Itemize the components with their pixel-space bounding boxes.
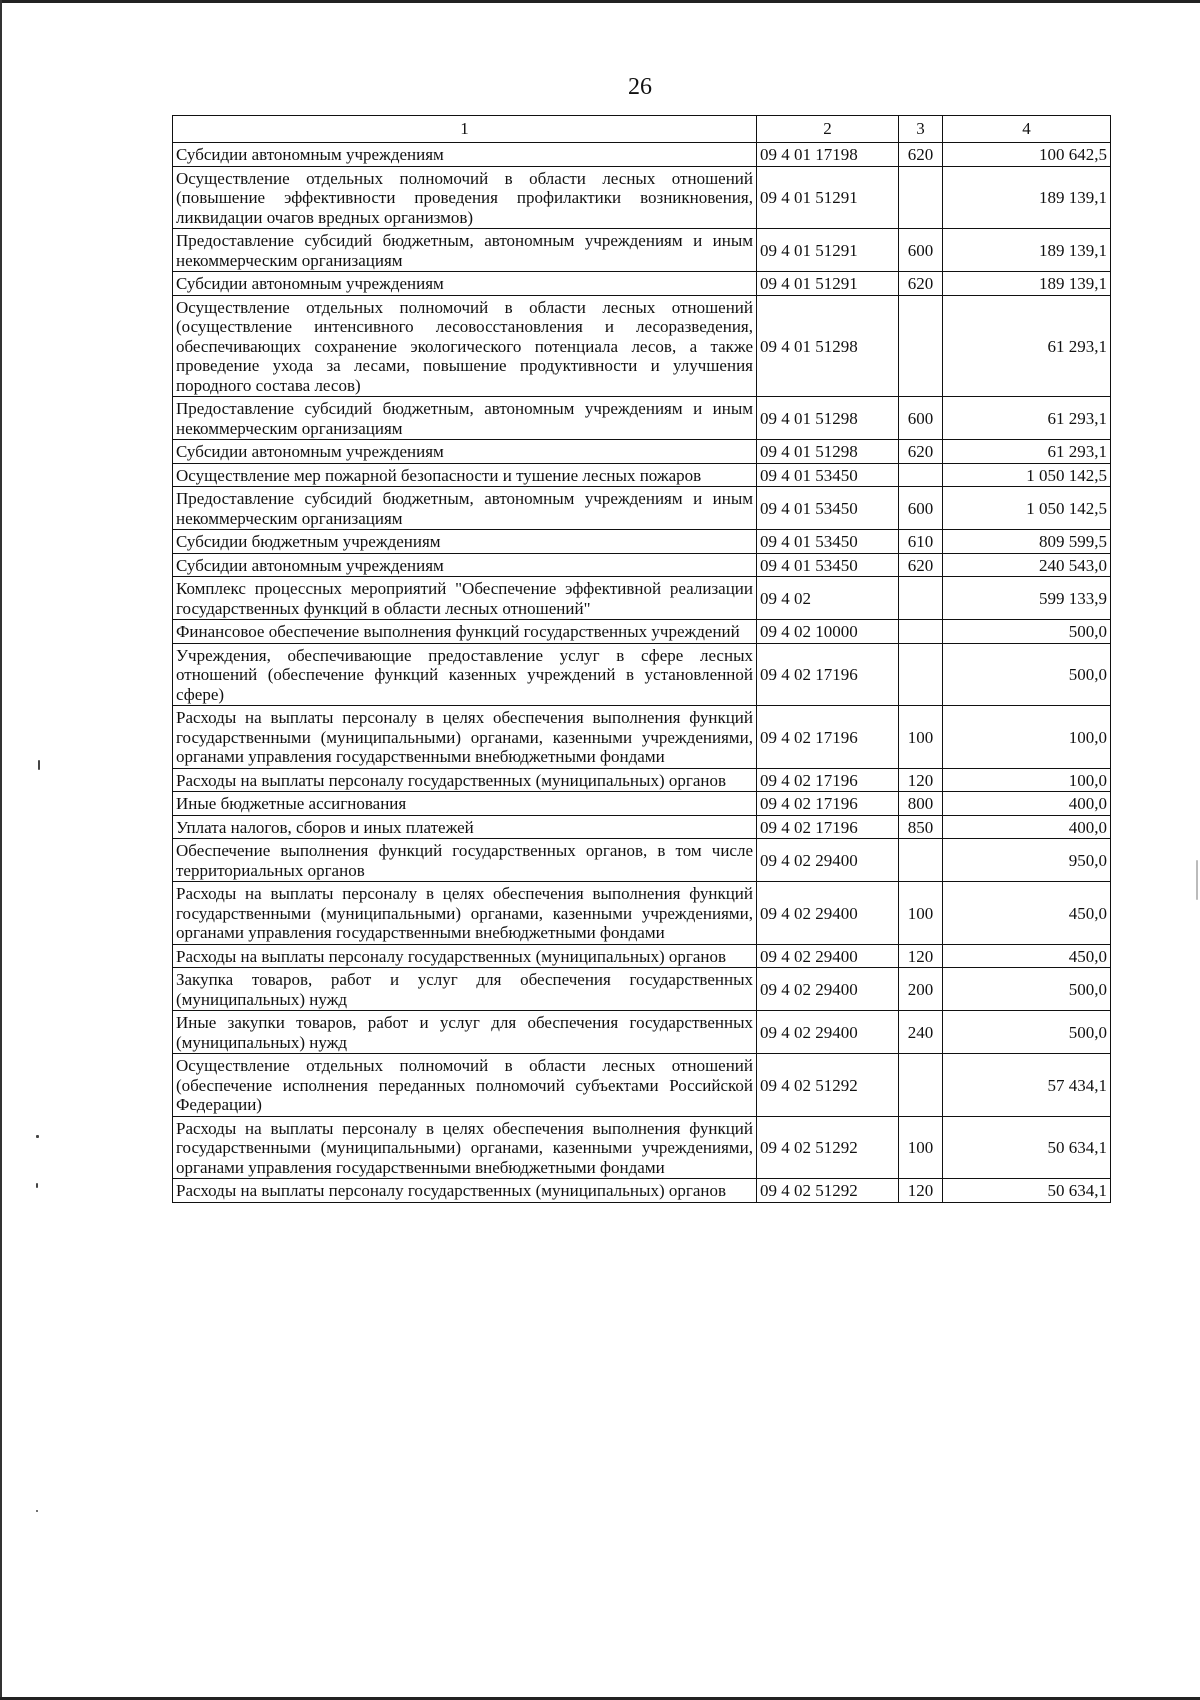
row-amount: 100 642,5: [943, 143, 1111, 167]
table-body: [173, 143, 1111, 1203]
row-code: 09 4 02 17196: [757, 768, 899, 792]
row-amount: 189 139,1: [943, 166, 1111, 229]
row-name: Субсидии автономным учреждениям: [173, 143, 757, 167]
row-amount: 240 543,0: [943, 553, 1111, 577]
row-code: 09 4 01 51298: [757, 295, 899, 397]
row-code: 09 4 01 51291: [757, 166, 899, 229]
table-row: [173, 463, 1111, 487]
row-name: Субсидии автономным учреждениям: [173, 440, 757, 464]
row-expense-type: 620: [899, 143, 943, 167]
row-code: 09 4 02 17196: [757, 815, 899, 839]
row-amount: 450,0: [943, 944, 1111, 968]
row-code: 09 4 01 53450: [757, 553, 899, 577]
table-row: [173, 1011, 1111, 1054]
row-expense-type: 800: [899, 792, 943, 816]
row-amount: 189 139,1: [943, 229, 1111, 272]
row-code: 09 4 02 29400: [757, 839, 899, 882]
row-amount: 57 434,1: [943, 1054, 1111, 1117]
table-row: [173, 530, 1111, 554]
row-expense-type: 620: [899, 553, 943, 577]
row-expense-type: 100: [899, 1116, 943, 1179]
row-code: 09 4 02 51292: [757, 1179, 899, 1203]
row-code: 09 4 02 10000: [757, 620, 899, 644]
table-row: [173, 968, 1111, 1011]
row-code: 09 4 02 17196: [757, 643, 899, 706]
row-name: Иные бюджетные ассигнования: [173, 792, 757, 816]
row-expense-type: 200: [899, 968, 943, 1011]
row-code: 09 4 02 51292: [757, 1116, 899, 1179]
column-header-code: 2: [757, 116, 899, 143]
row-name: Осуществление мер пожарной безопасности и тушение лесных пожаров: [173, 463, 757, 487]
table-row: [173, 166, 1111, 229]
row-name: Закупка товаров, работ и услуг для обеспечения государственных (муниципальных) нужд: [173, 968, 757, 1011]
table-row: [173, 792, 1111, 816]
row-name: Иные закупки товаров, работ и услуг для обеспечения государственных (муниципальных) нужд: [173, 1011, 757, 1054]
table-row: [173, 815, 1111, 839]
row-code: 09 4 02 51292: [757, 1054, 899, 1117]
row-amount: 189 139,1: [943, 272, 1111, 296]
scan-speck: [36, 1135, 39, 1138]
row-expense-type: [899, 643, 943, 706]
row-amount: 61 293,1: [943, 440, 1111, 464]
table-row: [173, 272, 1111, 296]
row-amount: 809 599,5: [943, 530, 1111, 554]
table-row: [173, 768, 1111, 792]
table-row: [173, 487, 1111, 530]
row-name: Осуществление отдельных полномочий в области лесных отношений (осуществление интенсивного лесовосстановления и лесоразведения, обеспечивающих сохранение экологического потенциала лесов, а также проведение ухода за лесами, повышение продуктивности и улучшения породного состава лесов): [173, 295, 757, 397]
table-row: [173, 643, 1111, 706]
scan-speck: [38, 760, 40, 770]
table-row: [173, 229, 1111, 272]
table-row: [173, 706, 1111, 769]
row-expense-type: [899, 577, 943, 620]
row-expense-type: [899, 839, 943, 882]
row-code: 09 4 02: [757, 577, 899, 620]
row-amount: 50 634,1: [943, 1179, 1111, 1203]
row-name: Предоставление субсидий бюджетным, автономным учреждениям и иным некоммерческим организациям: [173, 397, 757, 440]
row-expense-type: 600: [899, 229, 943, 272]
table-row: [173, 1054, 1111, 1117]
row-expense-type: 120: [899, 1179, 943, 1203]
row-expense-type: 620: [899, 272, 943, 296]
scan-speck: [1196, 860, 1198, 900]
row-name: Субсидии автономным учреждениям: [173, 553, 757, 577]
scan-speck: [36, 1510, 38, 1512]
row-code: 09 4 01 53450: [757, 487, 899, 530]
table-header-row: [173, 116, 1111, 143]
table-row: [173, 1179, 1111, 1203]
row-code: 09 4 02 29400: [757, 1011, 899, 1054]
table-row: [173, 944, 1111, 968]
row-name: Уплата налогов, сборов и иных платежей: [173, 815, 757, 839]
row-code: 09 4 01 53450: [757, 463, 899, 487]
row-code: 09 4 02 29400: [757, 882, 899, 945]
row-code: 09 4 02 29400: [757, 968, 899, 1011]
row-expense-type: [899, 1054, 943, 1117]
row-expense-type: 610: [899, 530, 943, 554]
row-amount: 599 133,9: [943, 577, 1111, 620]
table-row: [173, 295, 1111, 397]
table-row: [173, 839, 1111, 882]
row-expense-type: 620: [899, 440, 943, 464]
row-name: Осуществление отдельных полномочий в области лесных отношений (обеспечение исполнения переданных полномочий субъектами Российской Федерации): [173, 1054, 757, 1117]
row-code: 09 4 01 53450: [757, 530, 899, 554]
row-expense-type: 120: [899, 768, 943, 792]
row-expense-type: 600: [899, 487, 943, 530]
row-expense-type: [899, 295, 943, 397]
row-name: Предоставление субсидий бюджетным, автономным учреждениям и иным некоммерческим организациям: [173, 487, 757, 530]
row-expense-type: 850: [899, 815, 943, 839]
row-code: 09 4 01 51291: [757, 229, 899, 272]
row-amount: 100,0: [943, 768, 1111, 792]
row-amount: 500,0: [943, 968, 1111, 1011]
row-code: 09 4 01 17198: [757, 143, 899, 167]
row-name: Комплекс процессных мероприятий "Обеспечение эффективной реализации государственных функций в области лесных отношений": [173, 577, 757, 620]
row-amount: 450,0: [943, 882, 1111, 945]
row-name: Финансовое обеспечение выполнения функций государственных учреждений: [173, 620, 757, 644]
row-amount: 400,0: [943, 815, 1111, 839]
row-amount: 100,0: [943, 706, 1111, 769]
row-name: Учреждения, обеспечивающие предоставление услуг в сфере лесных отношений (обеспечение функций казенных учреждений в установленной сфере): [173, 643, 757, 706]
row-name: Субсидии автономным учреждениям: [173, 272, 757, 296]
row-name: Расходы на выплаты персоналу государственных (муниципальных) органов: [173, 768, 757, 792]
table-row: [173, 397, 1111, 440]
row-amount: 1 050 142,5: [943, 463, 1111, 487]
row-name: Расходы на выплаты персоналу государственных (муниципальных) органов: [173, 1179, 757, 1203]
row-name: Субсидии бюджетным учреждениям: [173, 530, 757, 554]
row-expense-type: [899, 463, 943, 487]
table-row: [173, 882, 1111, 945]
row-expense-type: 600: [899, 397, 943, 440]
row-name: Расходы на выплаты персоналу в целях обеспечения выполнения функций государственными (муниципальными) органами, казенными учреждениями, органами управления государственными внебюджетными фондами: [173, 1116, 757, 1179]
scan-edge-left: [0, 0, 2, 1700]
budget-table: [172, 115, 1111, 1203]
row-expense-type: 100: [899, 706, 943, 769]
row-expense-type: [899, 166, 943, 229]
table-row: [173, 577, 1111, 620]
row-name: Расходы на выплаты персоналу в целях обеспечения выполнения функций государственными (муниципальными) органами, казенными учреждениями, органами управления государственными внебюджетными фондами: [173, 882, 757, 945]
row-code: 09 4 02 29400: [757, 944, 899, 968]
row-code: 09 4 02 17196: [757, 792, 899, 816]
row-name: Осуществление отдельных полномочий в области лесных отношений (повышение эффективности проведения профилактики возникновения, ликвидации очагов вредных организмов): [173, 166, 757, 229]
row-code: 09 4 02 17196: [757, 706, 899, 769]
row-expense-type: [899, 620, 943, 644]
row-amount: 61 293,1: [943, 295, 1111, 397]
row-expense-type: 240: [899, 1011, 943, 1054]
row-name: Расходы на выплаты персоналу государственных (муниципальных) органов: [173, 944, 757, 968]
row-amount: 400,0: [943, 792, 1111, 816]
row-amount: 500,0: [943, 1011, 1111, 1054]
page-number: 26: [628, 74, 652, 100]
row-code: 09 4 01 51298: [757, 397, 899, 440]
column-header-type: 3: [899, 116, 943, 143]
row-amount: 950,0: [943, 839, 1111, 882]
column-header-amount: 4: [943, 116, 1111, 143]
table-row: [173, 143, 1111, 167]
table-row: [173, 1116, 1111, 1179]
row-amount: 1 050 142,5: [943, 487, 1111, 530]
row-expense-type: 100: [899, 882, 943, 945]
table-row: [173, 440, 1111, 464]
row-amount: 50 634,1: [943, 1116, 1111, 1179]
column-header-name: 1: [173, 116, 757, 143]
row-amount: 500,0: [943, 620, 1111, 644]
scan-speck: [36, 1183, 38, 1188]
scan-edge-top: [0, 0, 1200, 3]
row-amount: 500,0: [943, 643, 1111, 706]
row-amount: 61 293,1: [943, 397, 1111, 440]
row-expense-type: 120: [899, 944, 943, 968]
row-code: 09 4 01 51298: [757, 440, 899, 464]
row-name: Предоставление субсидий бюджетным, автономным учреждениям и иным некоммерческим организациям: [173, 229, 757, 272]
row-code: 09 4 01 51291: [757, 272, 899, 296]
table-row: [173, 553, 1111, 577]
table-row: [173, 620, 1111, 644]
row-name: Расходы на выплаты персоналу в целях обеспечения выполнения функций государственными (муниципальными) органами, казенными учреждениями, органами управления государственными внебюджетными фондами: [173, 706, 757, 769]
row-name: Обеспечение выполнения функций государственных органов, в том числе территориальных органов: [173, 839, 757, 882]
